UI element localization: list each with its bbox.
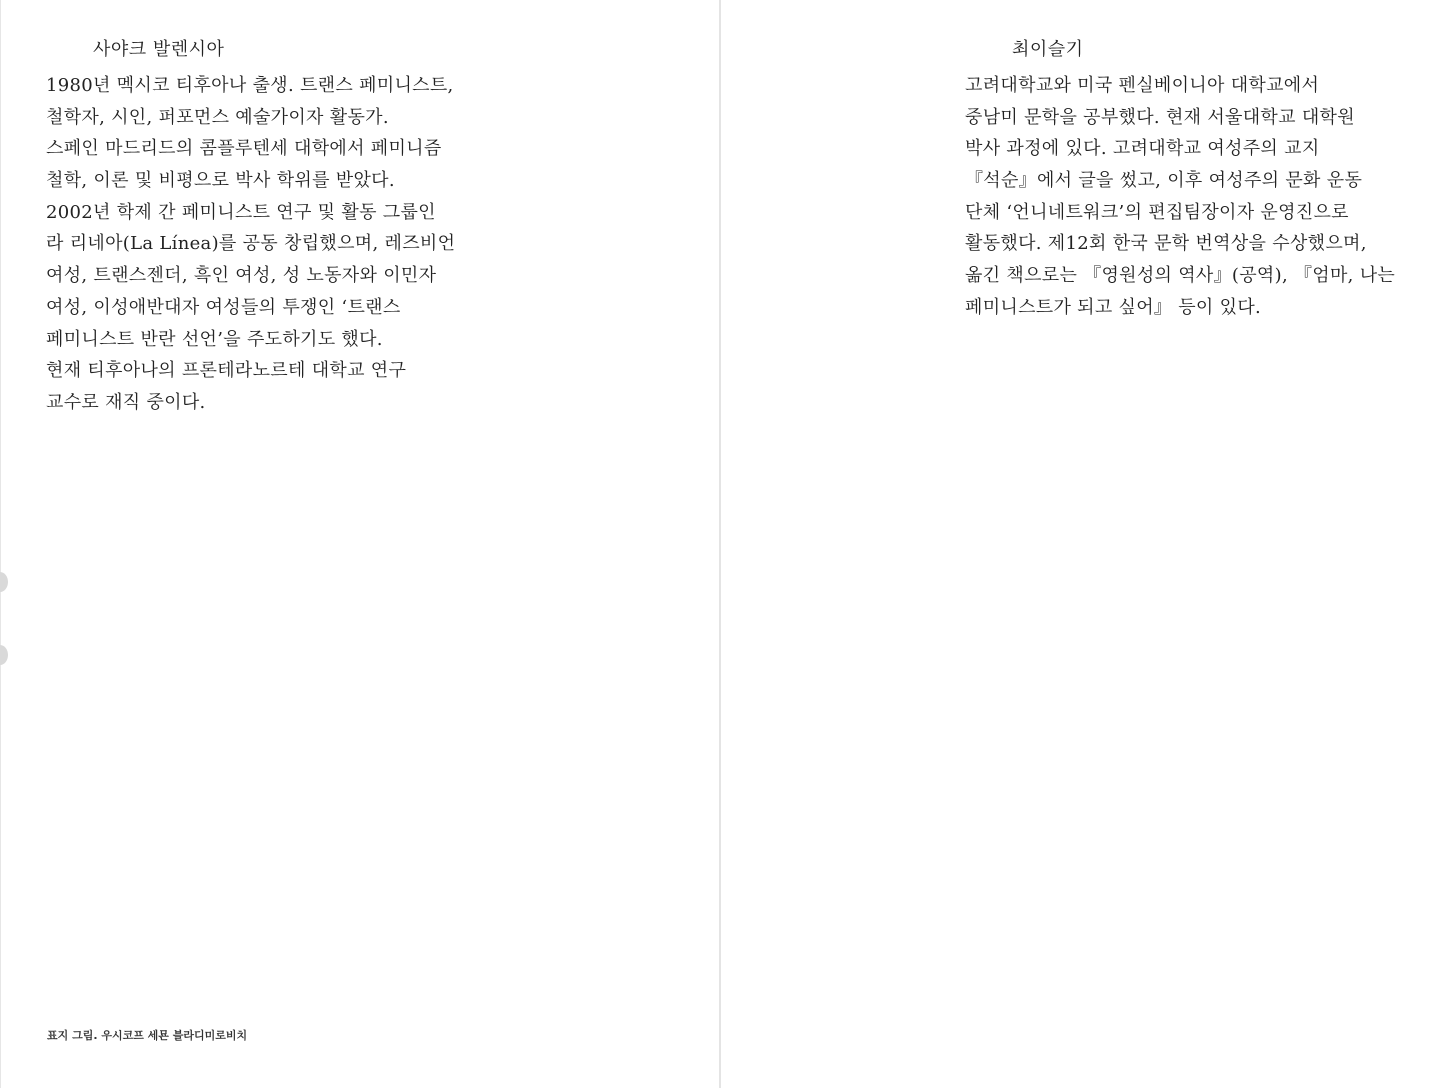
translator-bio-line: 옮긴 책으로는 『영원성의 역사』(공역), 『엄마, 나는: [965, 265, 1396, 287]
author-bio-line: 여성, 트랜스젠더, 흑인 여성, 성 노동자와 이민자: [46, 265, 437, 287]
translator-bio-line: 단체 ‘언니네트워크’의 편집팀장이자 운영진으로: [965, 201, 1349, 223]
author-bio-line: 2002년 학제 간 페미니스트 연구 및 활동 그룹인: [46, 201, 436, 223]
cover-art-credit: 표지 그림. 우시코프 세묜 블라디미로비치: [47, 1029, 248, 1042]
page-edge-handle-lower[interactable]: [0, 645, 8, 665]
author-bio-line: 1980년 멕시코 티후아나 출생. 트랜스 페미니스트,: [46, 75, 454, 96]
translator-bio-line: 고려대학교와 미국 펜실베이니아 대학교에서: [965, 75, 1320, 96]
author-bio-line: 철학자, 시인, 퍼포먼스 예술가이자 활동가.: [46, 106, 389, 128]
translator-bio-line: 중남미 문학을 공부했다. 현재 서울대학교 대학원: [965, 106, 1355, 128]
translator-name: 최이슬기: [1012, 39, 1084, 60]
author-bio-line: 페미니스트 반란 선언’을 주도하기도 했다.: [46, 328, 383, 350]
page-gutter-divider: [719, 0, 721, 1088]
author-bio-line: 여성, 이성애반대자 여성들의 투쟁인 ‘트랜스: [46, 296, 401, 318]
author-bio-line: 라 리네아(La Línea)를 공동 창립했으며, 레즈비언: [46, 233, 456, 255]
right-page[interactable]: [722, 0, 1440, 1088]
author-bio-line: 현재 티후아나의 프론테라노르테 대학교 연구: [46, 360, 407, 382]
translator-bio-line: 『석순』에서 글을 썼고, 이후 여성주의 문화 운동: [965, 170, 1363, 192]
author-bio-line: 철학, 이론 및 비평으로 박사 학위를 받았다.: [46, 170, 395, 192]
page-edge-handle-upper[interactable]: [0, 572, 8, 592]
translator-bio-line: 페미니스트가 되고 싶어』 등이 있다.: [965, 296, 1262, 318]
author-bio: [46, 70, 455, 419]
author-name: 사야크 발렌시아: [93, 39, 225, 60]
author-bio-line: 스페인 마드리드의 콤플루텐세 대학에서 페미니즘: [46, 138, 442, 160]
translator-bio-line: 활동했다. 제12회 한국 문학 번역상을 수상했으며,: [965, 233, 1367, 255]
translator-bio-line: 박사 과정에 있다. 고려대학교 여성주의 교지: [965, 138, 1320, 160]
author-bio-line: 교수로 재직 중이다.: [46, 391, 206, 413]
translator-bio: [965, 70, 1395, 324]
